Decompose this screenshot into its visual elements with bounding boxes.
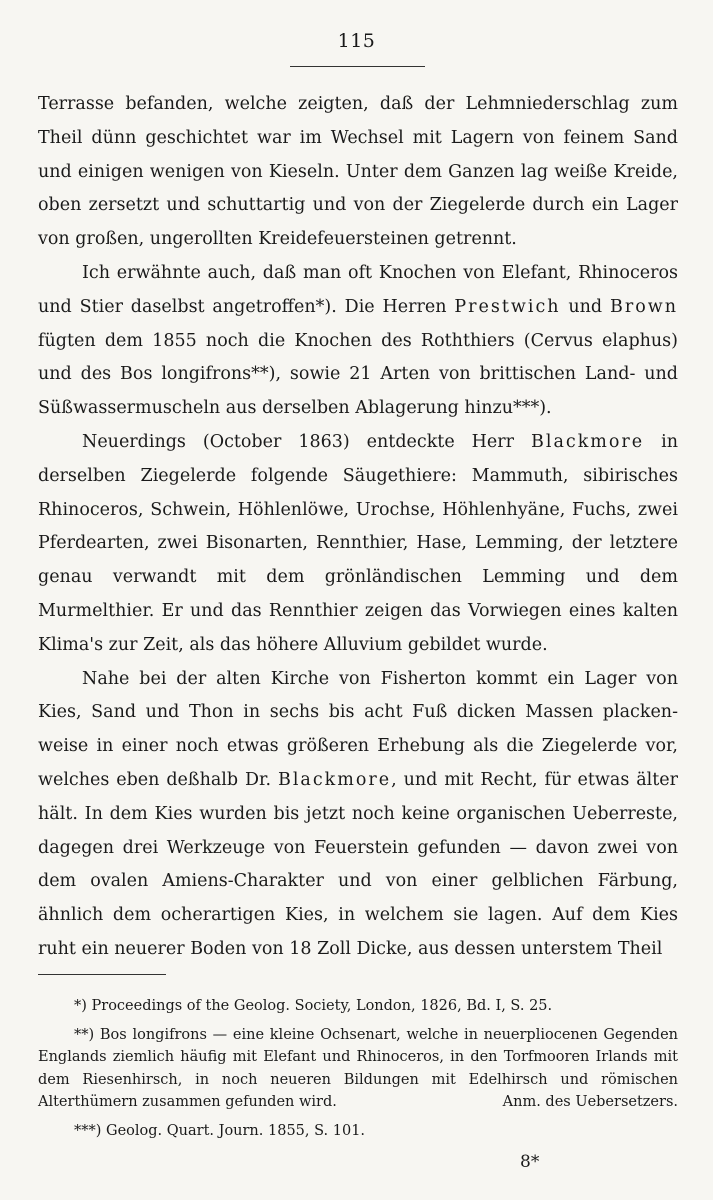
footnote-2-text: **) Bos longifrons — eine kleine Ochsenart, welche in neuerpliocenen Gegenden Englands ziemlich häufig mit Elefant und Rhinoceros, in den Torfmooren Irlands mit dem Riesenhirsch, in noch neueren Bildungen mit Edelhirsch und römischen Alterthümern zusammen gefunden wird. bbox=[38, 1026, 678, 1110]
paragraph-4-text-a: Nahe bei der alten Kirche von Fisherton kommt ein Lager von Kies, Sand und Thon in sechs bis acht Fuß dicken Massen plackenweise in einer noch etwas größeren Erhebung als die Ziegelerde vor, welches eben deßhalb Dr. bbox=[38, 668, 678, 790]
footnote-rule bbox=[38, 974, 166, 975]
name-blackmore-2: Blackmore bbox=[277, 769, 392, 790]
printer-signature: 8* bbox=[520, 1152, 540, 1172]
paragraph-3-text-a: Neuerdings (October 1863) entdeckte Herr bbox=[82, 431, 531, 452]
paragraph-3 bbox=[38, 426, 678, 663]
paragraph-4 bbox=[38, 663, 678, 967]
paragraph-3-text-b: in derselben Ziegelerde folgende Säugethiere: Mammuth, sibirisches Rhinoceros, Schwein, Höhlenlöwe, Urochse, Höhlenhyäne, Fuchs, zwei Pferdearten, zwei Bisonarten, Rennthier, Hase, Lemming, der letztere genau verwandt mit dem grönländischen Lemming und dem Murmelthier. Er und das Rennthier zeigen das Vorwiegen eines kalten Klima's zur Zeit, als das höhere Alluvium gebildet wurde. bbox=[38, 431, 679, 655]
paragraph-1: Terrasse befanden, welche zeigten, daß der Lehmniederschlag zum Theil dünn geschichtet war im Wechsel mit Lagern von feinem Sand und einigen wenigen von Kieseln. Unter dem Ganzen lag weiße Kreide, oben zersetzt und schuttartig und von der Ziegelerde durch ein Lager von großen, ungerollten Kreidefeuersteinen getrennt. bbox=[38, 94, 678, 250]
page-number: 115 bbox=[337, 30, 376, 52]
paragraph-2 bbox=[38, 257, 678, 426]
name-brown: Brown bbox=[609, 296, 678, 317]
name-blackmore: Blackmore bbox=[531, 431, 645, 452]
paragraph-2-text-b: und bbox=[560, 296, 610, 317]
paragraph-4-text-b: , und mit Recht, für etwas älter hält. In dem Kies wurden bis jetzt noch keine organischen Ueberreste, dagegen drei Werkzeuge von Feuerstein gefunden — davon zwei von dem ovalen Amiens-Charakter und von einer gelblichen Färbung, ähnlich dem ocherartigen Kies, in welchem sie lagen. Auf dem Kies ruht ein neuerer Boden von 18 Zoll Dicke, aus dessen unterstem Theil bbox=[38, 769, 678, 959]
paragraph-2-text-a: Ich erwähnte auch, daß man oft Knochen von Elefant, Rhinoceros und Stier daselbst angetroffen*). Die Herren bbox=[38, 262, 678, 317]
footnote-1: *) Proceedings of the Geolog. Society, London, 1826, Bd. I, S. 25. bbox=[74, 998, 553, 1014]
name-prestwich: Prestwich bbox=[454, 296, 561, 317]
main-text bbox=[38, 88, 678, 967]
header-rule bbox=[290, 66, 425, 67]
footnote-3: ***) Geolog. Quart. Journ. 1855, S. 101. bbox=[74, 1122, 366, 1139]
translator-note: Anm. des Uebersetzers. bbox=[502, 1094, 678, 1110]
footnote-2 bbox=[38, 1024, 678, 1114]
footnotes bbox=[38, 995, 678, 1148]
paragraph-2-text-c: fügten dem 1855 noch die Knochen des Roththiers (Cervus elaphus) und des Bos longifrons**), sowie 21 Arten von brittischen Land- und Süßwassermuscheln aus derselben Ablagerung hinzu***). bbox=[38, 330, 678, 419]
